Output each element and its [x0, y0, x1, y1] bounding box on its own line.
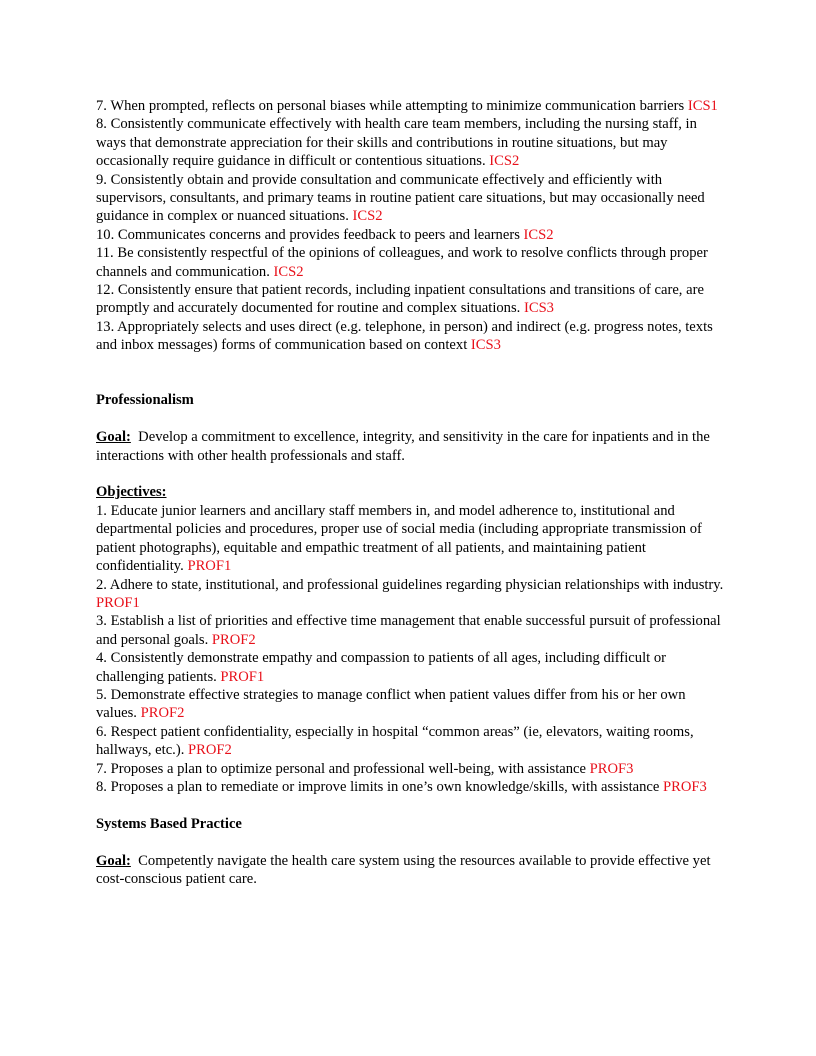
goal-professionalism — [96, 428, 726, 465]
objective-text: 11. Be consistently respectful of the opinions of colleagues, and work to resolve conflicts through proper channels and communication. — [96, 245, 708, 280]
competency-code: ICS1 — [687, 98, 718, 114]
objective-prof-3 — [96, 612, 726, 649]
objective-prof-1 — [96, 502, 726, 576]
objective-text: 2. Adhere to state, institutional, and professional guidelines regarding physician relationships with industry. — [96, 576, 724, 593]
goal-text: Develop a commitment to excellence, integrity, and sensitivity in the care for inpatients and in the interactions with other health professionals and staff. — [96, 429, 714, 464]
spacer — [96, 355, 726, 392]
spacer — [96, 410, 726, 428]
competency-code: PROF2 — [188, 742, 232, 759]
competency-code: PROF1 — [187, 558, 232, 575]
objective-text: 9. Consistently obtain and provide consultation and communicate effectively and efficiently with supervisors, consultants, and primary teams in routine patient care situations, but may occasionally need guidance in complex or nuanced situations. — [96, 171, 705, 225]
objective-text: 10. Communicates concerns and provides feedback to peers and learners — [96, 226, 524, 243]
goal-systems-based-practice — [96, 852, 726, 889]
objective-ics-12 — [96, 281, 726, 318]
competency-code: PROF2 — [140, 705, 185, 722]
objective-ics-10 — [96, 226, 726, 244]
spacer — [96, 796, 726, 814]
competency-code: ICS3 — [523, 300, 554, 317]
objective-text: 8. Consistently communicate effectively with health care team members, including the nursing staff, in ways that demonstrate appreciation for their skills and contributions in routine situations, but may occasionally require guidance in difficult or contentious situations. — [96, 116, 697, 170]
objective-text: 1. Educate junior learners and ancillary staff members in, and model adherence to, institutional and departmental policies and procedures, proper use of social media (including appropriate transmission of patient photographs), equitable and empathic treatment of all patients, and maintaining patient confidentiality. — [96, 502, 702, 575]
section-heading-professionalism: Professionalism — [96, 392, 194, 409]
objectives-label: Objectives: — [96, 484, 167, 501]
goal-label: Goal: — [96, 852, 131, 869]
objective-prof-2 — [96, 576, 726, 613]
competency-code: ICS2 — [523, 226, 554, 243]
competency-code: ICS2 — [352, 208, 383, 225]
objective-ics-7 — [96, 97, 726, 115]
competency-code: PROF1 — [220, 668, 265, 685]
competency-code: PROF3 — [589, 760, 634, 777]
objective-prof-6 — [96, 723, 726, 760]
objective-ics-13 — [96, 318, 726, 355]
objective-text: 6. Respect patient confidentiality, especially in hospital “common areas” (ie, elevators, waiting rooms, hallways, etc.). — [96, 723, 694, 759]
goal-label: Goal: — [96, 429, 131, 446]
objective-prof-8 — [96, 778, 726, 796]
objective-text: 7. When prompted, reflects on personal biases while attempting to minimize communication barriers — [96, 98, 688, 114]
goal-text: Competently navigate the health care system using the resources available to provide effective yet cost-conscious patient care. — [96, 852, 715, 887]
objective-ics-8 — [96, 115, 726, 170]
competency-code: PROF3 — [663, 778, 707, 795]
spacer — [96, 833, 726, 851]
objective-text: 7. Proposes a plan to optimize personal and professional well-being, with assistance — [96, 760, 590, 777]
competency-code: ICS3 — [470, 337, 501, 354]
objective-prof-5 — [96, 686, 726, 723]
objective-text: 13. Appropriately selects and uses direct (e.g. telephone, in person) and indirect (e.g. progress notes, texts and inbox messages) forms of communication based on context — [96, 318, 713, 354]
objective-prof-4 — [96, 649, 726, 686]
spacer — [96, 465, 726, 483]
section-heading-systems-based-practice: Systems Based Practice — [96, 815, 242, 832]
competency-code: PROF1 — [96, 594, 140, 611]
objective-ics-9 — [96, 171, 726, 226]
competency-code: ICS2 — [273, 263, 304, 280]
objective-text: 12. Consistently ensure that patient records, including inpatient consultations and transitions of care, are promptly and accurately documented for routine and complex situations. — [96, 282, 704, 317]
objective-text: 8. Proposes a plan to remediate or improve limits in one’s own knowledge/skills, with assistance — [96, 778, 664, 795]
document-page — [96, 97, 726, 888]
competency-code: ICS2 — [489, 153, 520, 170]
objective-text: 5. Demonstrate effective strategies to manage conflict when patient values differ from his or her own values. — [96, 686, 686, 722]
objective-text: 3. Establish a list of priorities and effective time management that enable successful pursuit of professional and personal goals. — [96, 613, 721, 648]
objective-prof-7 — [96, 760, 726, 778]
objective-text: 4. Consistently demonstrate empathy and compassion to patients of all ages, including difficult or challenging patients. — [96, 650, 666, 685]
competency-code: PROF2 — [211, 631, 256, 648]
objective-ics-11 — [96, 244, 726, 281]
